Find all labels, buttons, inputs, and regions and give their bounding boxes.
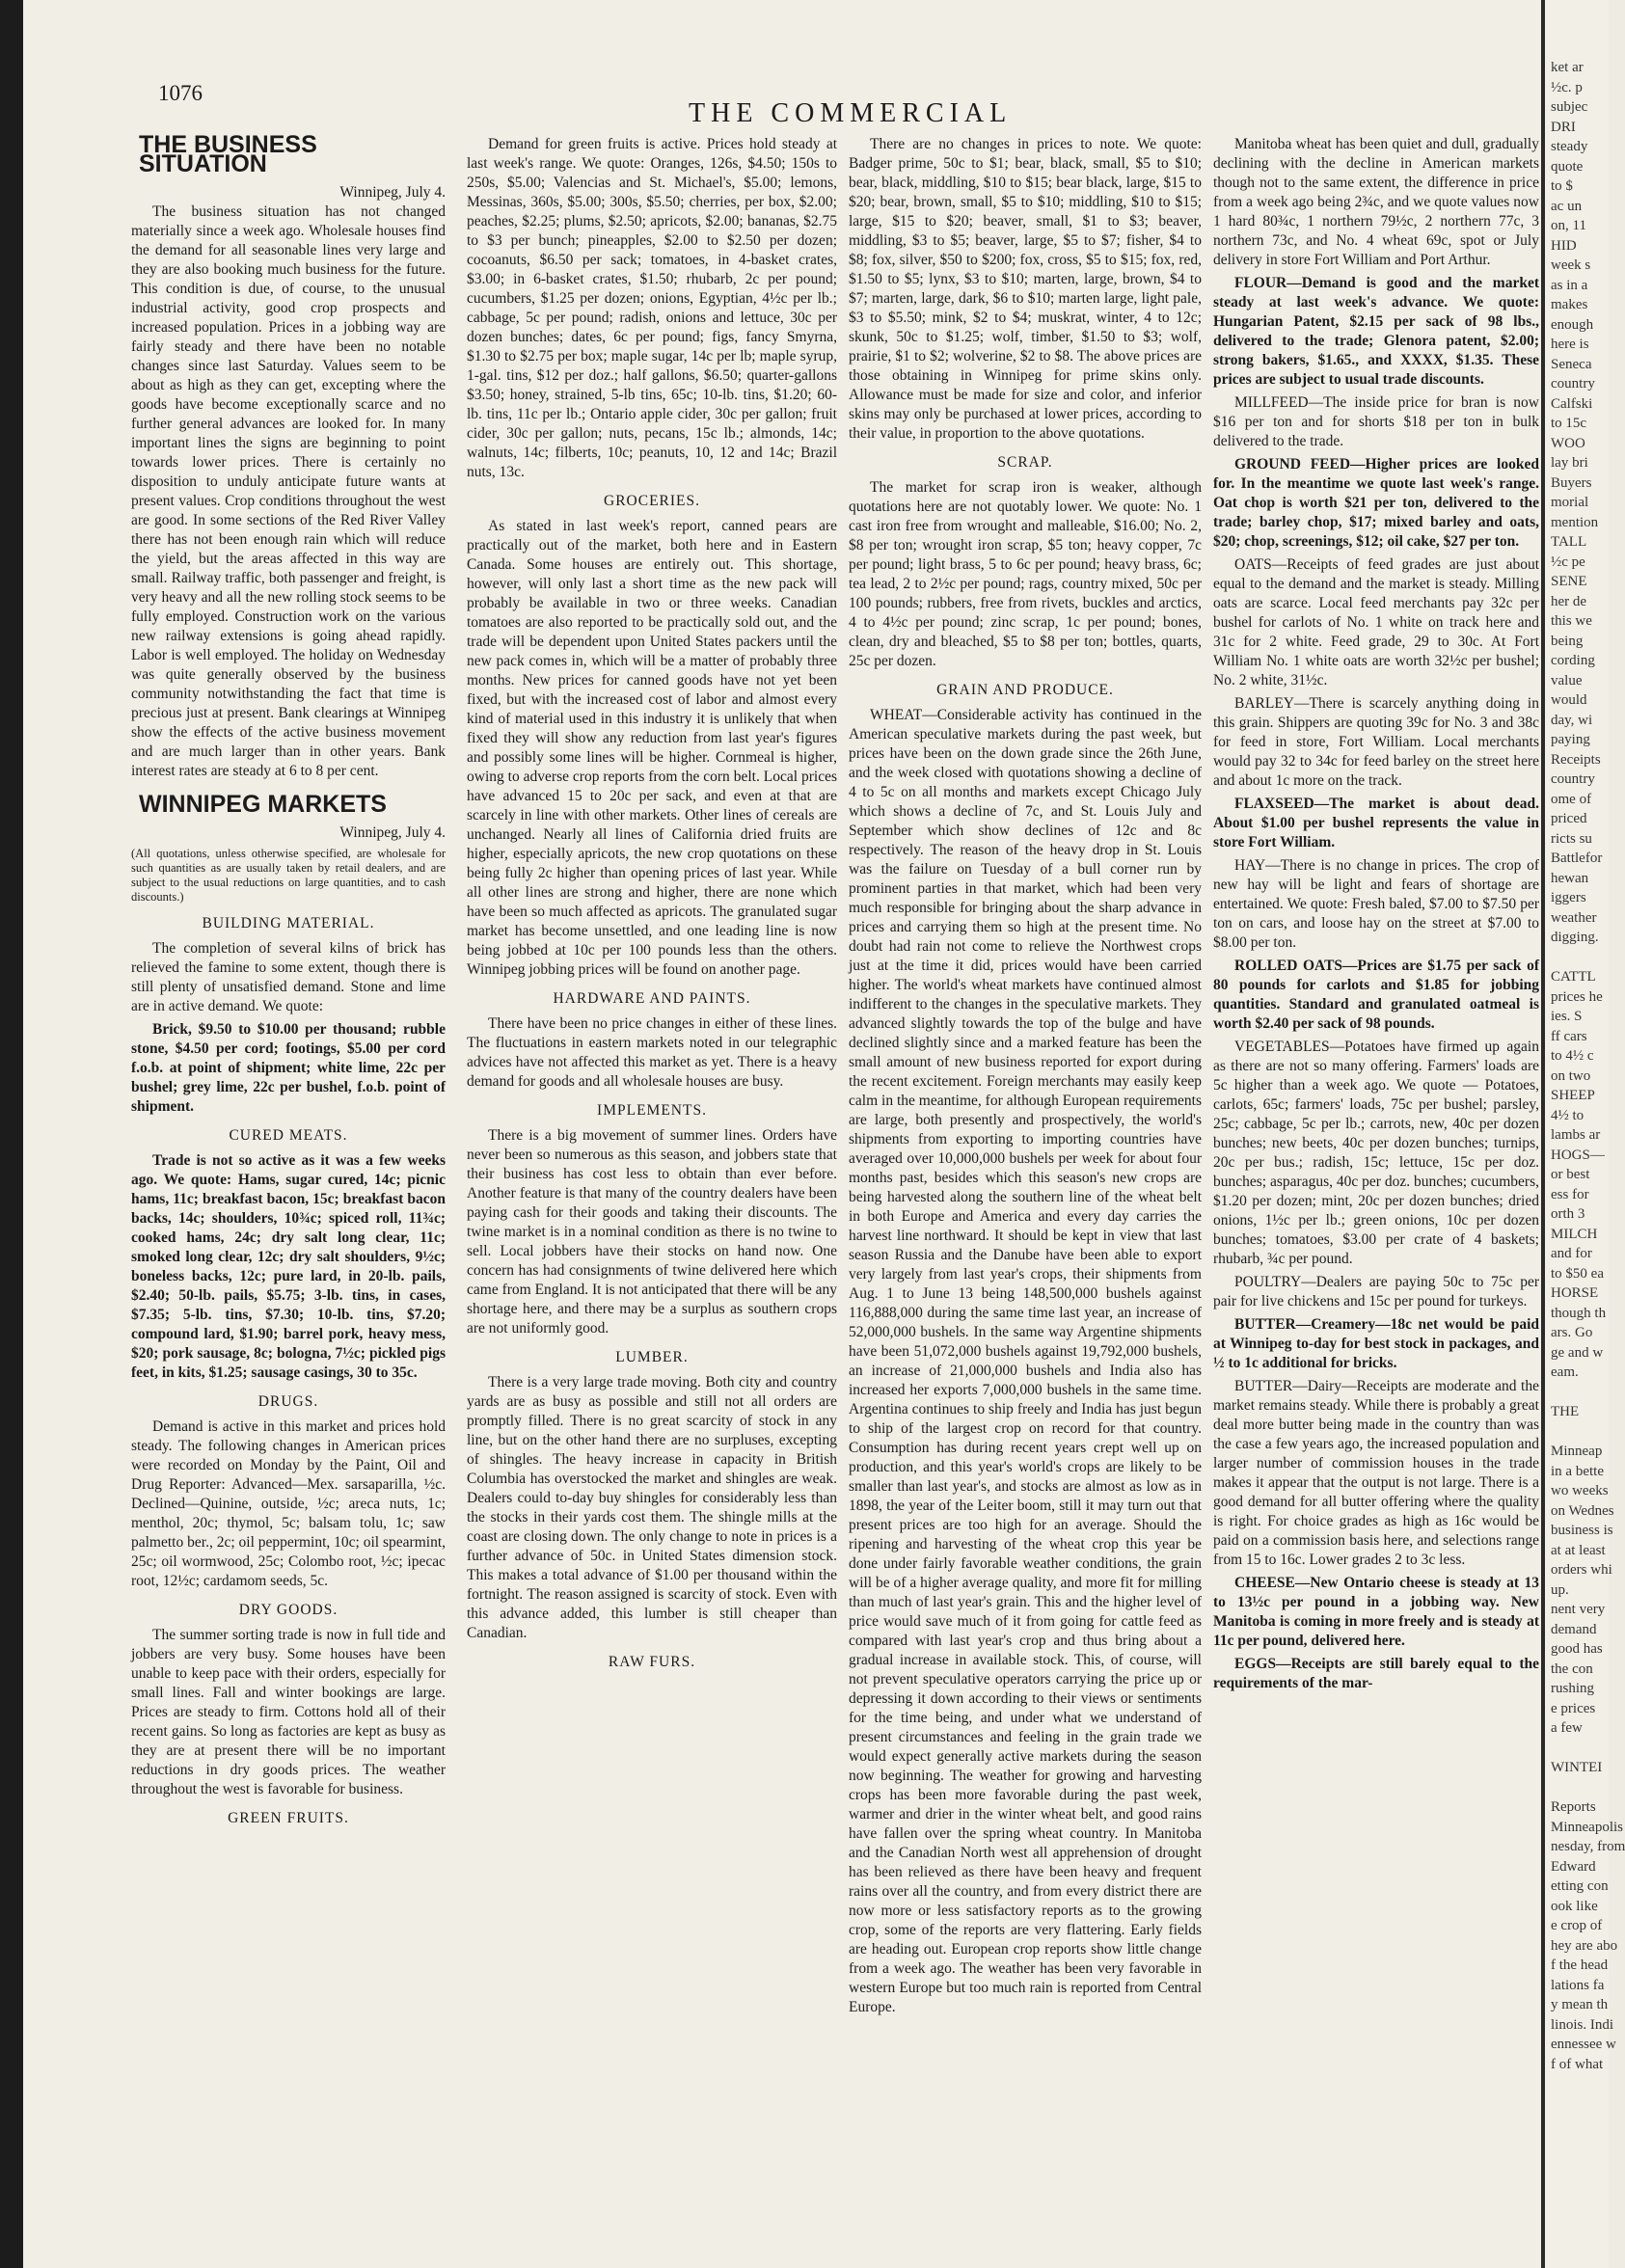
implements-text: There is a big movement of summer lines. Orders have never been so numerous as this season, and jobbers state that their business has cost less to obtain than ever before. Another feature is that many of the country dealers have been paying cash for their goods and taking their discounts. The twine market is in a nominal condition as there is no twine to sell. Local jobbers have their stocks on hand now. One concern has had consignments of twine delivered here which came from England. It is not anticipated that there will be any shortage here, and there may be a surplus as southern crops are not uniformly good. — [467, 1127, 837, 1336]
business-dateline: Winnipeg, July 4. — [339, 184, 446, 201]
adjacent-page-fragment: though th — [1551, 1305, 1607, 1321]
dry-goods-text: The summer sorting trade is now in full tide and jobbers are very busy. Some houses have been unable to keep pace with their orders, especially for small lines. Fall and winter bookings are large. Prices are steady to firm. Cottons hold all of their recent gains. So long as factories are kept as busy as they are at present there will be no important reductions in dry goods prices. The weather throughout the west is favorable for business. — [131, 1627, 446, 1797]
adjacent-page-fragment: up. — [1551, 1581, 1569, 1598]
adjacent-page-fragment: Edward — [1551, 1858, 1596, 1875]
column-1 — [131, 131, 446, 2256]
adjacent-page-fragment: morial — [1551, 495, 1589, 510]
cheese-text: CHEESE—New Ontario cheese is steady at 13 to 13½c per pound in a jobbing way. New Manitoba is coming in more freely and is steady at 11c per pound, delivered here. — [1213, 1575, 1539, 1649]
adjacent-page-fragment: being — [1551, 633, 1584, 649]
vegetables-text: VEGETABLES—Potatoes have firmed up again as there are not so many offering. Farmers' loads are 5c higher than a week ago. We quote — Potatoes, carlots, 65c; farmers' loads, 75c per bushel; parsley, 25c; cabbage, 5c per lb.; carrots, new, 40c per dozen bunches; new beets, 40c per dozen bunches; turnips, 20c per bus.; radish, 15c; lettuce, 15c per doz. bunches; asparagus, 40c per doz. bunches; cucumbers, $1.20 per dozen; mint, 20c per dozen bunches; dried onions, 1½c per lb.; green onions, 10c per dozen bunches; tomatoes, $3.00 per crate of 4 baskets; rhubarb, ¾c per pound. — [1213, 1039, 1539, 1267]
hay-text: HAY—There is no change in prices. The crop of new hay will be light and fears of shortage are entertained. We quote: Fresh baled, $7.00 to $7.50 per ton on cars, and loose hay on the street at $7.00 to $8.00 per ton. — [1213, 857, 1539, 951]
adjacent-page-fragments — [1545, 0, 1625, 2074]
building-quotes: Brick, $9.50 to $10.00 per thousand; rubble stone, $4.50 per cord; footings, $5.00 per cord f.o.b. at point of shipment; white lime, 22c per bushel; grey lime, 22c per bushel, f.o.b. point of shipment. — [131, 1021, 446, 1115]
adjacent-page-fragment — [1551, 1778, 1609, 1798]
adjacent-page-fragment: HORSE — [1551, 1285, 1599, 1301]
adjacent-page-fragment: ket ar — [1551, 60, 1584, 75]
adjacent-page-fragment — [1551, 948, 1609, 968]
flaxseed-text: FLAXSEED—The market is about dead. About $1.00 per bushel represents the value in store Fort William. — [1213, 796, 1539, 850]
adjacent-page-fragment: prices he — [1551, 988, 1603, 1005]
adjacent-page-fragment: paying — [1551, 732, 1590, 747]
adjacent-page-fragment: eam. — [1551, 1364, 1579, 1380]
manitoba-wheat-text: Manitoba wheat has been quiet and dull, gradually declining with the decline in American markets though not to the same extent, the difference in price from a week ago being 2¾c, and we quote values now 1 hard 80¾c, 1 northern 79½c, 2 northern 77c, 3 northern 73c, and No. 4 wheat 69c, spot or July delivery in store Fort William and Port Arthur. — [1213, 136, 1539, 268]
adjacent-page-fragment: linois. Indi — [1551, 2016, 1614, 2033]
adjacent-page-fragment: enough — [1551, 316, 1594, 333]
adjacent-page-fragment: iggers — [1551, 890, 1586, 905]
adjacent-page-fragment: CATTL — [1551, 969, 1596, 985]
adjacent-page-fragment: ome of — [1551, 791, 1592, 807]
drugs-text: Demand is active in this market and prices hold steady. The following changes in American prices were recorded on Monday by the Paint, Oil and Drug Reporter: Advanced—Mex. sarsaparilla, ½c. Declined—Quinine, outside, ½c; areca nuts, 1c; menthol, 20c; thymol, 5c; balsam tolu, 1c; saw palmetto ber., 2c; oil peppermint, 10c; oil spearmint, 25c; oil wormwood, 25c; Colombo root, ½c; ipecac root, 12½c; cardamom seeds, 5c. — [131, 1418, 446, 1589]
adjacent-page-fragment: country — [1551, 771, 1595, 787]
rolled-oats-text: ROLLED OATS—Prices are $1.75 per sack of 80 pounds for carlots and $1.85 for jobbing quantities. Standard and granulated oatmeal is worth $2.40 per sack of 98 pounds. — [1213, 958, 1539, 1032]
adjacent-page-fragment: Calfski — [1551, 395, 1593, 412]
masthead-title: THE COMMERCIAL — [689, 98, 1013, 128]
adjacent-page-fragment: mention — [1551, 514, 1599, 530]
winnipeg-markets-title: WINNIPEG MARKETS — [139, 791, 387, 818]
page-number: 1076 — [158, 81, 203, 105]
adjacent-page-fragment: to $50 ea — [1551, 1265, 1604, 1282]
raw-furs-heading: RAW FURS. — [608, 1654, 696, 1670]
cured-meats-heading: CURED MEATS. — [229, 1127, 348, 1144]
groceries-heading: GROCERIES. — [604, 493, 700, 509]
adjacent-page-fragment: to 4½ c — [1551, 1048, 1594, 1064]
adjacent-page-fragment: day, wi — [1551, 712, 1593, 728]
adjacent-page-fragment: her de — [1551, 593, 1587, 609]
adjacent-page-fragment: ac un — [1551, 198, 1583, 214]
adjacent-page-fragment: to $ — [1551, 178, 1573, 194]
adjacent-page-fragment: WINTEI — [1551, 1760, 1603, 1775]
scrap-text: The market for scrap iron is weaker, although quotations here are not quotably lower. We quote: No. 1 cast iron free from wrought and malleable, $16.00; No. 2, $8 per ton; wrought iron scrap, $5 ton; heavy copper, 7c per pound; light brass, 5 to 6c per pound; heavy brass, 6c; tea lead, 2 to 2½c per pound; rags, country mixed, 50c per 100 pounds; rubbers, free from rivets, buckles and arctics, 4 to 4½c per pound; zinc scrap, 1c per pound; bones, clean, dry and bleached, $5 to $8 per ton; bottles, quarts, 25c per dozen. — [849, 479, 1202, 669]
adjacent-page-fragment: rushing — [1551, 1681, 1594, 1696]
grain-produce-heading: GRAIN AND PRODUCE. — [936, 682, 1114, 698]
adjacent-page-fragment: e prices — [1551, 1700, 1596, 1716]
drugs-heading: DRUGS. — [257, 1393, 319, 1410]
adjacent-page-fragment: ½c. p — [1551, 79, 1583, 95]
butter-dairy-text: BUTTER—Dairy—Receipts are moderate and the market remains steady. While there is probably a great deal more butter being made in the country than was the case a few years ago, the increased population and larger number of commission houses in the trade makes it appear that the output is not large. There is a good demand for all butter offering where the quality is right. For choice grades as high as 16c would be paid on a commission basis here, and selections range from 15 to 16c. Lower grades 2 to 3c less. — [1213, 1378, 1539, 1568]
flour-text: FLOUR—Demand is good and the market steady at last week's advance. We quote: Hungarian Patent, $2.15 per sack of 98 lbs., delivered to the trade; Glenora patent, $2.00; strong bakers, $1.65., and XXXX, $1.35. These prices are subject to usual trade discounts. — [1213, 275, 1539, 388]
adjacent-page-fragment: lambs ar — [1551, 1127, 1601, 1143]
building-text: The completion of several kilns of brick has relieved the famine to some extent, though there is still plenty of unsatisfied demand. Stone and lime are in active demand. We quote: — [131, 940, 446, 1014]
adjacent-page-fragment: on Wednes — [1551, 1502, 1614, 1519]
adjacent-page-fragment: ge and w — [1551, 1344, 1604, 1361]
adjacent-page-fragment: to 15c — [1551, 416, 1587, 431]
adjacent-page-fragment: ess for — [1551, 1186, 1589, 1202]
markets-dateline: Winnipeg, July 4. — [339, 824, 446, 841]
cured-meats-text: Trade is not so active as it was a few weeks ago. We quote: Hams, sugar cured, 14c; picnic hams, 11c; breakfast bacon, 15c; breakfast bacon backs, 14c; shoulders, 10¾c; spiced roll, 11¾c; cooked hams, 24c; dry salt long clear, 11c; smoked long clear, 12c; dry salt shoulders, 9½c; boneless backs, 12c; pure lard, in 20-lb. pails, $2.40; 50-lb. pails, $5.75; 3-lb. tins, in cases, $7.35; 5-lb. tins, $7.30; 10-lb. tins, $7.20; compound lard, $1.90; barrel pork, heavy mess, $20; pork sausage, 8c; bologna, 7½c; pickled pigs feet, in kits, $1.25; sausage casings, 30 to 35c. — [131, 1152, 446, 1381]
adjacent-page-fragment — [1551, 1422, 1609, 1443]
business-text: The business situation has not changed materially since a week ago. Wholesale houses find the demand for all seasonable lines very large and they are also booking much business for the future. This condition is due, of course, to the unusual industrial activity, good crop prospects and increased population. Prices in a jobbing way are fairly steady and there have been no notable changes since last Saturday. Values seem to be about as high as they can get, excepting where the goods have become exceptionally scarce and no further general advances are looked for. In many important lines the signs are beginning to point towards lower prices. There is certainly no disposition to unduly anticipate future wants at present values. Crop conditions throughout the west are good. In some sections of the Red River Valley there has not been enough rain which will reduce the yield, but the areas affected in this way are small. Railway traffic, both passenger and freight, is very heavy and all the new rolling stock seems to be fully employed. Construction work on the various new railway extensions is going ahead rapidly. Labor is well employed. The holiday on Wednesday was quite generally observed by the business community notwithstanding the fact that time is precious just at present. Bank clearings at Winnipeg show the effects of the active business movement and are much larger than in other years. Bank interest rates are steady at 6 to 8 per cent. — [131, 203, 446, 779]
adjacent-page-fragment: this we — [1551, 613, 1592, 629]
adjacent-page-fragment: on, 11 — [1551, 218, 1586, 233]
adjacent-page-fragment: etting con — [1551, 1878, 1609, 1894]
adjacent-page-fragment: as in a — [1551, 277, 1588, 293]
adjacent-page-fragment: in a bette — [1551, 1463, 1604, 1479]
adjacent-page-fragment: demand — [1551, 1621, 1597, 1637]
adjacent-page-fragment: makes — [1551, 297, 1588, 312]
implements-heading: IMPLEMENTS. — [597, 1102, 707, 1119]
adjacent-page-fragment: Receipts — [1551, 751, 1601, 768]
adjacent-page-fragment: steady — [1551, 139, 1588, 154]
adjacent-page-fragment: Minneapolis — [1551, 1819, 1623, 1835]
adjacent-page-fragment: good has — [1551, 1641, 1603, 1657]
lumber-text: There is a very large trade moving. Both city and country yards are as busy as possible and still not all orders are promptly filled. There is no great scarcity of stock in any line, but on the other hand there are no surpluses, excepting of shingles. The heavy increase in capacity in British Columbia has overstocked the market and shingles are weak. Dealers could to-day buy shingles for considerably less than the stocks in their yards cost them. The shingle mills at the coast are closing down. The only change to note in prices is a further advance of 50c. in United States dimension stock. This makes a total advance of $1.00 per thousand within the fortnight. The reason assigned is scarcity of stock. Even with this advance added, this lumber is still cheaper than Canadian. — [467, 1374, 837, 1641]
adjacent-page-fragment — [1551, 1739, 1609, 1759]
lumber-heading: LUMBER. — [615, 1349, 689, 1365]
adjacent-page-fragment: Minneap — [1551, 1444, 1603, 1459]
adjacent-page-fragment: MILCH — [1551, 1226, 1598, 1242]
adjacent-page-fragment: ies. S — [1551, 1009, 1583, 1024]
scan-left-edge — [0, 0, 23, 2268]
adjacent-page-fragment: here is — [1551, 337, 1589, 352]
millfeed-text: MILLFEED—The inside price for bran is now $16 per ton and for shorts $18 per ton in bulk delivered to the trade. — [1213, 394, 1539, 449]
adjacent-page-fragment: ook like — [1551, 1898, 1598, 1914]
groceries-text: As stated in last week's report, canned pears are practically out of the market, both here and in Eastern Canada. Some houses are entirely out. This shortage, however, will only last a short time as the new pack will probably be available in two or three weeks. Canadian tomatoes are also reported to be practically sold out, and the trade will be dependent upon United States packers until the new pack comes in, which will be a matter of probably three months. New prices for canned goods have not yet been fixed, but with the increased cost of labor and almost every kind of material used in this industry it is unlikely that when fixed they will show any reduction from last year's figures and possibly some lines will be higher. Cornmeal is higher, owing to adverse crop reports from the corn belt. Local prices have advanced 15 to 20c per sack, and even at that are scarcely in line with other markets. Other lines of cereals are unchanged. Nearly all lines of California dried fruits are higher, especially apricots, the new crop quotations on these being fully 2c higher than opening prices of last year. While all other lines are strong and higher, there are none which have been so much affected as apricots. The granulated sugar market has become unsettled, and one leading line is now being jobbed at 10c per 100 pounds less than the others. Winnipeg jobbing prices will be found on another page. — [467, 518, 837, 978]
adjacent-page-fragment: the con — [1551, 1660, 1593, 1677]
adjacent-page-fragment: ff cars — [1551, 1028, 1587, 1044]
adjacent-page-fragment: nent very — [1551, 1602, 1606, 1617]
eggs-text: EGGS—Receipts are still barely equal to the requirements of the mar- — [1213, 1656, 1539, 1691]
adjacent-page-fragment: HOGS— — [1551, 1147, 1605, 1163]
adjacent-page-fragment: SHEEP — [1551, 1088, 1595, 1103]
adjacent-page-fragment: f the head — [1551, 1958, 1609, 1973]
green-fruits-heading: GREEN FRUITS. — [228, 1810, 349, 1826]
adjacent-page-fragment: value — [1551, 672, 1583, 688]
adjacent-page-fragment: nesday, from — [1551, 1839, 1625, 1854]
adjacent-page-fragment: orth 3 — [1551, 1206, 1585, 1222]
adjacent-page-fragment: Buyers — [1551, 474, 1592, 491]
wheat-text: WHEAT—Considerable activity has continued in the American speculative markets during the past week, but prices have been on the down grade since the 26th June, and the week closed with quotations showing a decline of 4 to 5c on all months and markets except Chicago July which shows a decline of 7c, and St. Louis July and September which show declines of 12c and 8c respectively. The reason of the heavy drop in St. Louis was the failure on Tuesday of a bull corner run by prominent parties in that market, which had been very much responsible for bringing about the sharp advance in prices and carrying them so high at the present time. No doubt had rain not come to relieve the Northwest crops just at the time it did, prices would have been carried higher. The world's wheat markets have continued almost indifferent to the changes in the speculative markets. They advanced slightly towards the top of the bulge and have declined slightly since and a marked feature has been the small amount of new business reported for export during the recent excitement. Foreign merchants may easily keep calm in the meantime, for although European requirements are large, both presently and prospectively, the world's shipments from exporting to importing countries have averaged over 10,000,000 bushels per week for about four months past, besides which this season's new crops are being harvested along the southern line of the wheat belt in both Europe and America and every day carries the harvest line northward. It should be kept in view that last season Russia and the Danube have been able to export very largely from last year's crops, their shipments from Aug. 1 to June 13 being 148,500,000 bushels against 116,888,000 during the same time last year, an increase of 52,000,000 bushels. In the same way Argentine shipments have been 51,072,000 bushels against 19,792,000 bushels, an increase of 21,000,000 bushels and India also has increased her exports 7,000,000 bushels in the same time. Argentina continues to ship freely and India has just begun to ship of the largest crop on record for that country. Consumption has during recent years crept well up on production, and this year's world's crops are likely to be smaller than last year's, and stocks are almost as low as in 1898, the year of the Leiter boom, still it may turn out that present prices are too high for an average. Should the ripening and harvesting of the wheat crop this year be done under fairly favorable weather conditions, the grain will be of a higher average quality, and more fit for milling than much of last year's grain. This and the higher level of price would save much of it from going for cattle feed as compared with last year's crop and thus bring about a gradual increase in available stock. This, of course, will not prevent speculative operators carrying the price up or depressing it down according to their views or sentiments for the time being, and under what we understand of present circumstances and feeling in the grain trade we would expect generally active markets during the season now beginning. The weather for growing and harvesting crops has been more favorable during the past week, warmer and drier in the winter wheat belt, and good rains have fallen over the spring wheat country. In Manitoba and the Canadian North west all apprehension of drought has been relieved as there have been heavy and frequent rains over all the country, and from every district there are now more or less satisfactory reports as to the growing crop, some of the reports are very flattering. Early fields are heading out. European crop reports show little change from a week ago. The weather has been very favorable in western Europe but too much rain is reported from Central Europe. — [849, 707, 1202, 2015]
adjacent-page-fragment: hewan — [1551, 870, 1589, 886]
green-fruits-text: Demand for green fruits is active. Prices hold steady at last week's range. We quote: Oranges, 126s, $4.50; 150s to 250s, $5.00; Valencias and St. Michael's, $5.00; lemons, Messinas, 360s, $5.00; 300s, $5.50; cherries, per box, $2.00; peaches, $2.25; plums, $2.50; apricots, $2.00; bananas, $2.75 to $3 per bunch; pineapples, $2.00 to $2.50 per dozen; cocoanuts, $6.50 per sack; tomatoes, in 4-basket crates, $3.00; in 6-basket crates, $1.50; rhubarb, 2c per pound; cucumbers, $1.25 per dozen; onions, Egyptian, 4½c per lb.; cabbage, 5c per pound; radish, onions and lettuce, 30c per dozen bunches; dates, 6c per pound; figs, fancy Smyrna, $1.30 to $2.75 per box; maple sugar, 14c per lb; maple syrup, 1-gal. tins, $12 per doz.; half gallons, $6.50; quarter-gallons $3.50; honey, strained, 5-lb tins, 65c; 10-lb. tins, $1.20; 60-lb. tins, 11c per lb.; Ontario apple cider, 30c per gallon; fruit cider, 30c per gallon; nuts, pecans, 15c lb.; almonds, 14c; walnuts, 14c; filberts, 10c; peanuts, 10, 12 and 14c; Brazil nuts, 13c. — [467, 136, 837, 480]
column-2 — [467, 135, 837, 2256]
adjacent-page-fragment: ricts su — [1551, 830, 1592, 847]
adjacent-page-fragment: ars. Go — [1551, 1325, 1593, 1340]
adjacent-page-fragment: business is — [1551, 1523, 1613, 1538]
butter-creamery-text: BUTTER—Creamery—18c net would be paid at Winnipeg to-day for best stock in packages, and ½ to 1c additional for bricks. — [1213, 1316, 1539, 1371]
adjacent-page-fragment: wo weeks — [1551, 1483, 1609, 1498]
poultry-text: POULTRY—Dealers are paying 50c to 75c per pair for live chickens and 15c per pound for turkeys. — [1213, 1274, 1539, 1310]
adjacent-page-fragment: digging. — [1551, 930, 1599, 945]
column-3 — [849, 135, 1202, 2256]
adjacent-page-fragment: on two — [1551, 1067, 1591, 1084]
adjacent-page-fragment: weather — [1551, 909, 1597, 926]
adjacent-page-fragment: Battlefor — [1551, 850, 1603, 866]
hardware-heading: HARDWARE AND PAINTS. — [553, 990, 751, 1007]
adjacent-page-fragment: would — [1551, 692, 1587, 708]
adjacent-page-fragment: DRI — [1551, 119, 1576, 135]
adjacent-page-fragment: priced — [1551, 811, 1587, 826]
adjacent-page-fragment: HID — [1551, 237, 1577, 254]
adjacent-page-fragment: country — [1551, 376, 1595, 392]
adjacent-page-fragment: Seneca — [1551, 356, 1592, 372]
adjacent-page-fragment: a few — [1551, 1720, 1583, 1736]
adjacent-page-fragment: subjec — [1551, 99, 1588, 115]
adjacent-page-fragment: WOO — [1551, 435, 1585, 451]
adjacent-page-fragment: Reports — [1551, 1799, 1596, 1815]
ground-feed-text: GROUND FEED—Higher prices are looked for. In the meantime we quote last week's range. Oat chop is worth $21 per ton, delivered to the trade; barley chop, $17; mixed barley and oats, $20; chop, screenings, $12; oil cake, $27 per ton. — [1213, 456, 1539, 550]
adjacent-page-fragment: lay bri — [1551, 455, 1588, 471]
adjacent-page-edge — [1541, 0, 1625, 2268]
adjacent-page-fragment: y mean th — [1551, 1997, 1609, 2012]
adjacent-page-fragment: TALL — [1551, 534, 1587, 550]
raw-furs-text: There are no changes in prices to note. We quote: Badger prime, 50c to $1; bear, black, small, $5 to $10; bear, black, middling, $10 to $15; bear black, large, $15 to $20; bear, brown, small, $5 to $10; middling, $10 to $15; large, $15 to $20; beaver, small, $1 to $3; beaver, middling, $3 to $5; beaver, large, $5 to $7; fisher, $4 to $8; fox, silver, $50 to $200; fox, cross, $5 to $15; fox, red, $1.50 to $5; lynx, $3 to $10; marten, large, brown, $4 to $7; marten, large, dark, $6 to $10; marten large, light pale, $3 to $5.50; mink, $2 to $4; muskrat, winter, 4 to 12c; skunk, 50c to $1.25; wolf, timber, $1.50 to $3; wolf, prairie, $1 to $2; wolverine, $2 to $8. The above prices are those obtaining in Winnipeg for prime skins only. Allowance must be made for size and color, and inferior skins may only be purchased at lower prices, according to their value, in proportion to the above quotations. — [849, 136, 1202, 442]
adjacent-page-fragment: quote — [1551, 158, 1584, 175]
adjacent-page-fragment: SENE — [1551, 574, 1587, 589]
adjacent-page-fragment: hey are abo — [1551, 1937, 1618, 1954]
adjacent-page-fragment: ennessee w — [1551, 2037, 1616, 2052]
adjacent-page-fragment: THE — [1551, 1404, 1580, 1419]
adjacent-page-fragment: week s — [1551, 257, 1591, 273]
adjacent-page-fragment: orders whi — [1551, 1562, 1612, 1578]
column-4 — [1213, 135, 1539, 2256]
adjacent-page-fragment: cording — [1551, 653, 1595, 668]
adjacent-page-fragment: and for — [1551, 1246, 1592, 1261]
adjacent-page-fragment: e crop of — [1551, 1918, 1603, 1933]
adjacent-page-fragment: 4½ to — [1551, 1107, 1584, 1123]
barley-text: BARLEY—There is scarcely anything doing in this grain. Shippers are quoting 39c for No. 3 and 38c for feed in store, Fort William. Local merchants would pay 32 to 34c for feed barley on the street here and about 1c more on the track. — [1213, 695, 1539, 789]
scrap-heading: SCRAP. — [997, 454, 1053, 471]
adjacent-page-fragment: or best — [1551, 1167, 1590, 1182]
adjacent-page-fragment: at at least — [1551, 1542, 1606, 1558]
adjacent-page-fragment — [1551, 1383, 1609, 1403]
building-material-heading: BUILDING MATERIAL. — [202, 915, 375, 932]
adjacent-page-fragment: ½c pe — [1551, 554, 1585, 570]
markets-note: (All quotations, unless otherwise specified, are wholesale for such quantities as are usually taken by retail dealers, and are subject to the usual reductions on large quantities, and to cash discounts.) — [131, 847, 446, 904]
adjacent-page-fragment: lations fa — [1551, 1977, 1605, 1993]
business-situation-title: THE BUSINESS SITUATION — [139, 131, 317, 177]
oats-text: OATS—Receipts of feed grades are just about equal to the demand and the market is steady. Milling oats are scarce. Local feed merchants pay 32c per bushel for carlots of No. 1 white on track here and 31c for 2 white. Feed grade, 29 to 30c. At Fort William No. 1 white oats are worth 32½c per bushel; No. 2 white, 31½c. — [1213, 556, 1539, 688]
hardware-text: There have been no price changes in either of these lines. The fluctuations in eastern markets noted in our telegraphic advices have not affected this market as yet. There is a heavy demand for goods and all wholesale houses are busy. — [467, 1015, 837, 1090]
dry-goods-heading: DRY GOODS. — [238, 1602, 339, 1618]
adjacent-page-fragment: f of what — [1551, 2056, 1604, 2072]
